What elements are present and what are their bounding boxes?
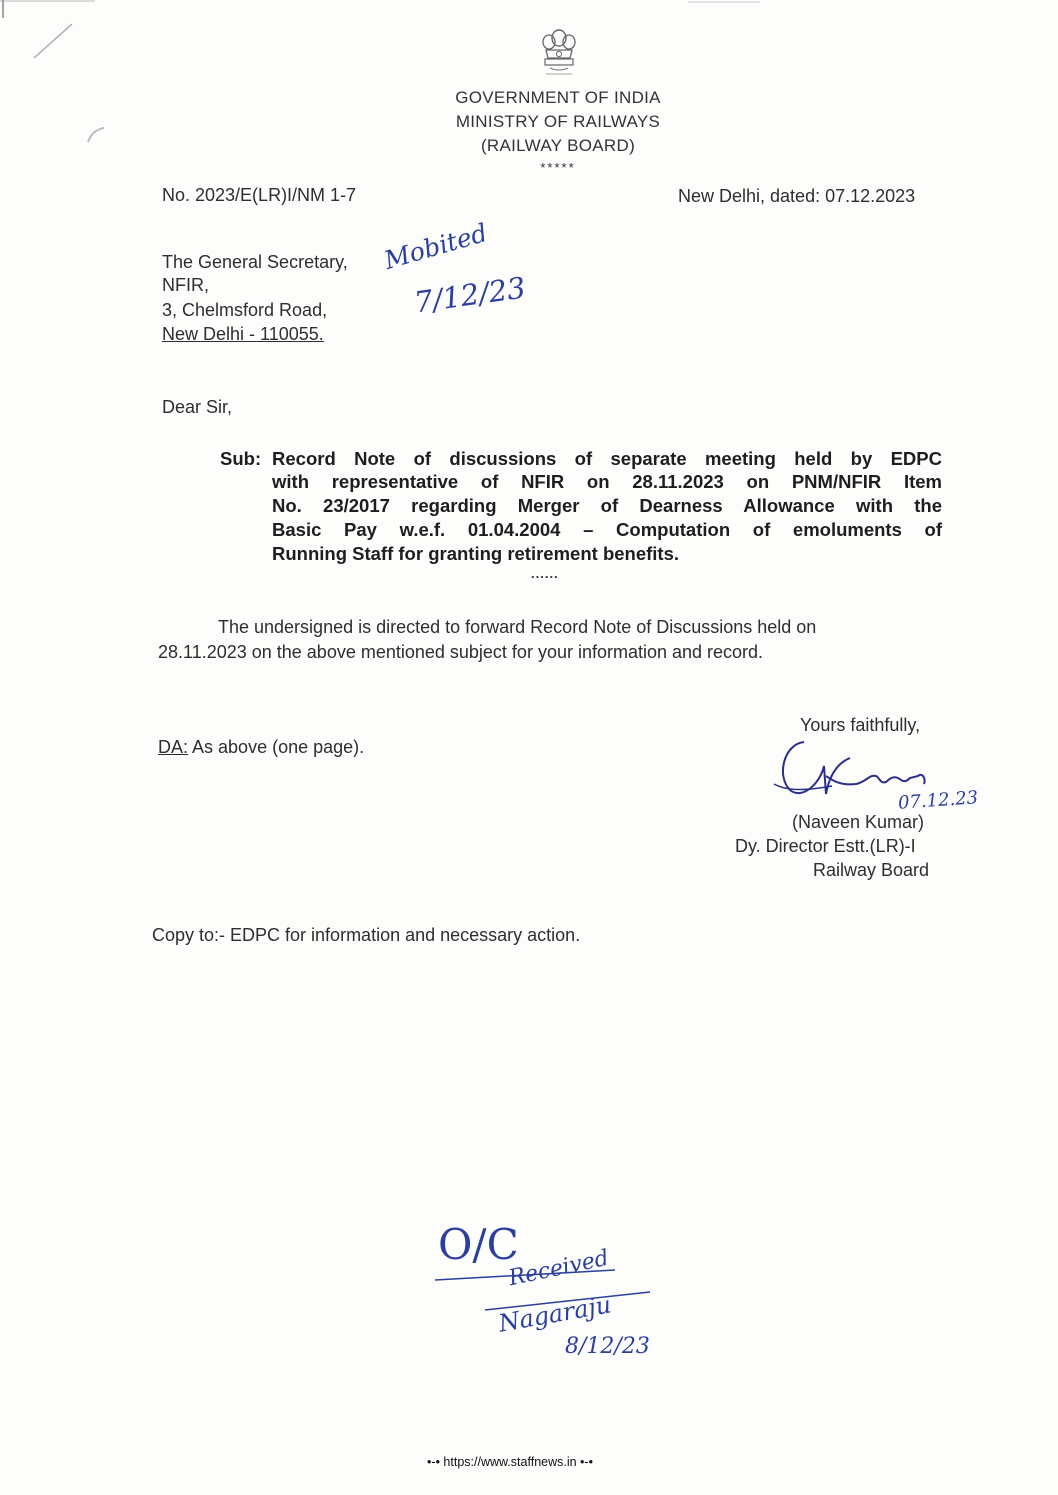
closing: Yours faithfully, — [800, 715, 921, 735]
subject-line: with representative of NFIR on 28.11.2023 on PNM/NFIR Item — [272, 471, 942, 492]
govt-name: GOVERNMENT OF INDIA — [455, 88, 661, 107]
handwritten-note-bottom: 8/12/23 — [565, 1334, 650, 1359]
subject-line: No. 23/2017 regarding Merger of Dearness Allowance with the — [272, 495, 942, 516]
salutation: Dear Sir, — [162, 397, 233, 417]
reference-number: No. 2023/E(LR)I/NM 1-7 — [162, 185, 357, 205]
letter-date: New Delhi, dated: 07.12.2023 — [678, 186, 916, 206]
handwritten-note-bottom: Received — [506, 1245, 611, 1292]
addressee-line: NFIR, — [162, 275, 209, 295]
signature-date: 07.12.23 — [897, 787, 979, 814]
signatory-office: Railway Board — [813, 860, 930, 880]
ministry-name: MINISTRY OF RAILWAYS — [455, 112, 661, 131]
handwritten-note-bottom: Nagaraju — [496, 1290, 614, 1338]
subject-line: Running Staff for granting retirement benefits. — [272, 543, 680, 564]
body-line: The undersigned is directed to forward Record Note of Discussions held on — [218, 617, 817, 637]
copy-to: Copy to:- EDPC for information and necessary action. — [152, 925, 581, 945]
handwritten-date-top: 7/12/23 — [412, 270, 528, 320]
addressee-line: New Delhi - 110055. — [162, 324, 324, 344]
enclosure-label: DA: — [158, 737, 189, 757]
subject-line: Basic Pay w.e.f. 01.04.2004 – Computation of emoluments of — [272, 519, 942, 540]
footer-url[interactable]: •-• https://www.staffnews.in •-• — [427, 1455, 593, 1469]
subject-line: Record Note of discussions of separate meeting held by EDPC — [272, 448, 942, 469]
national-emblem-icon — [536, 28, 582, 84]
board-name: (RAILWAY BOARD) — [480, 136, 636, 155]
subject-separator: ...... — [531, 566, 559, 581]
addressee-line: The General Secretary, — [162, 252, 348, 272]
enclosure — [158, 737, 364, 758]
handwritten-note-bottom: O/C — [438, 1220, 519, 1269]
addressee-line: 3, Chelmsford Road, — [162, 300, 328, 320]
signatory-designation: Dy. Director Estt.(LR)-I — [735, 836, 916, 856]
header-stars: ***** — [540, 160, 576, 175]
enclosure-text: As above (one page). — [188, 737, 365, 757]
body-line: 28.11.2023 on the above mentioned subject for your information and record. — [158, 642, 764, 662]
signatory-name: (Naveen Kumar) — [792, 812, 925, 832]
subject-label: Sub: — [220, 448, 262, 469]
handwritten-note-top: Mobited — [381, 218, 491, 275]
